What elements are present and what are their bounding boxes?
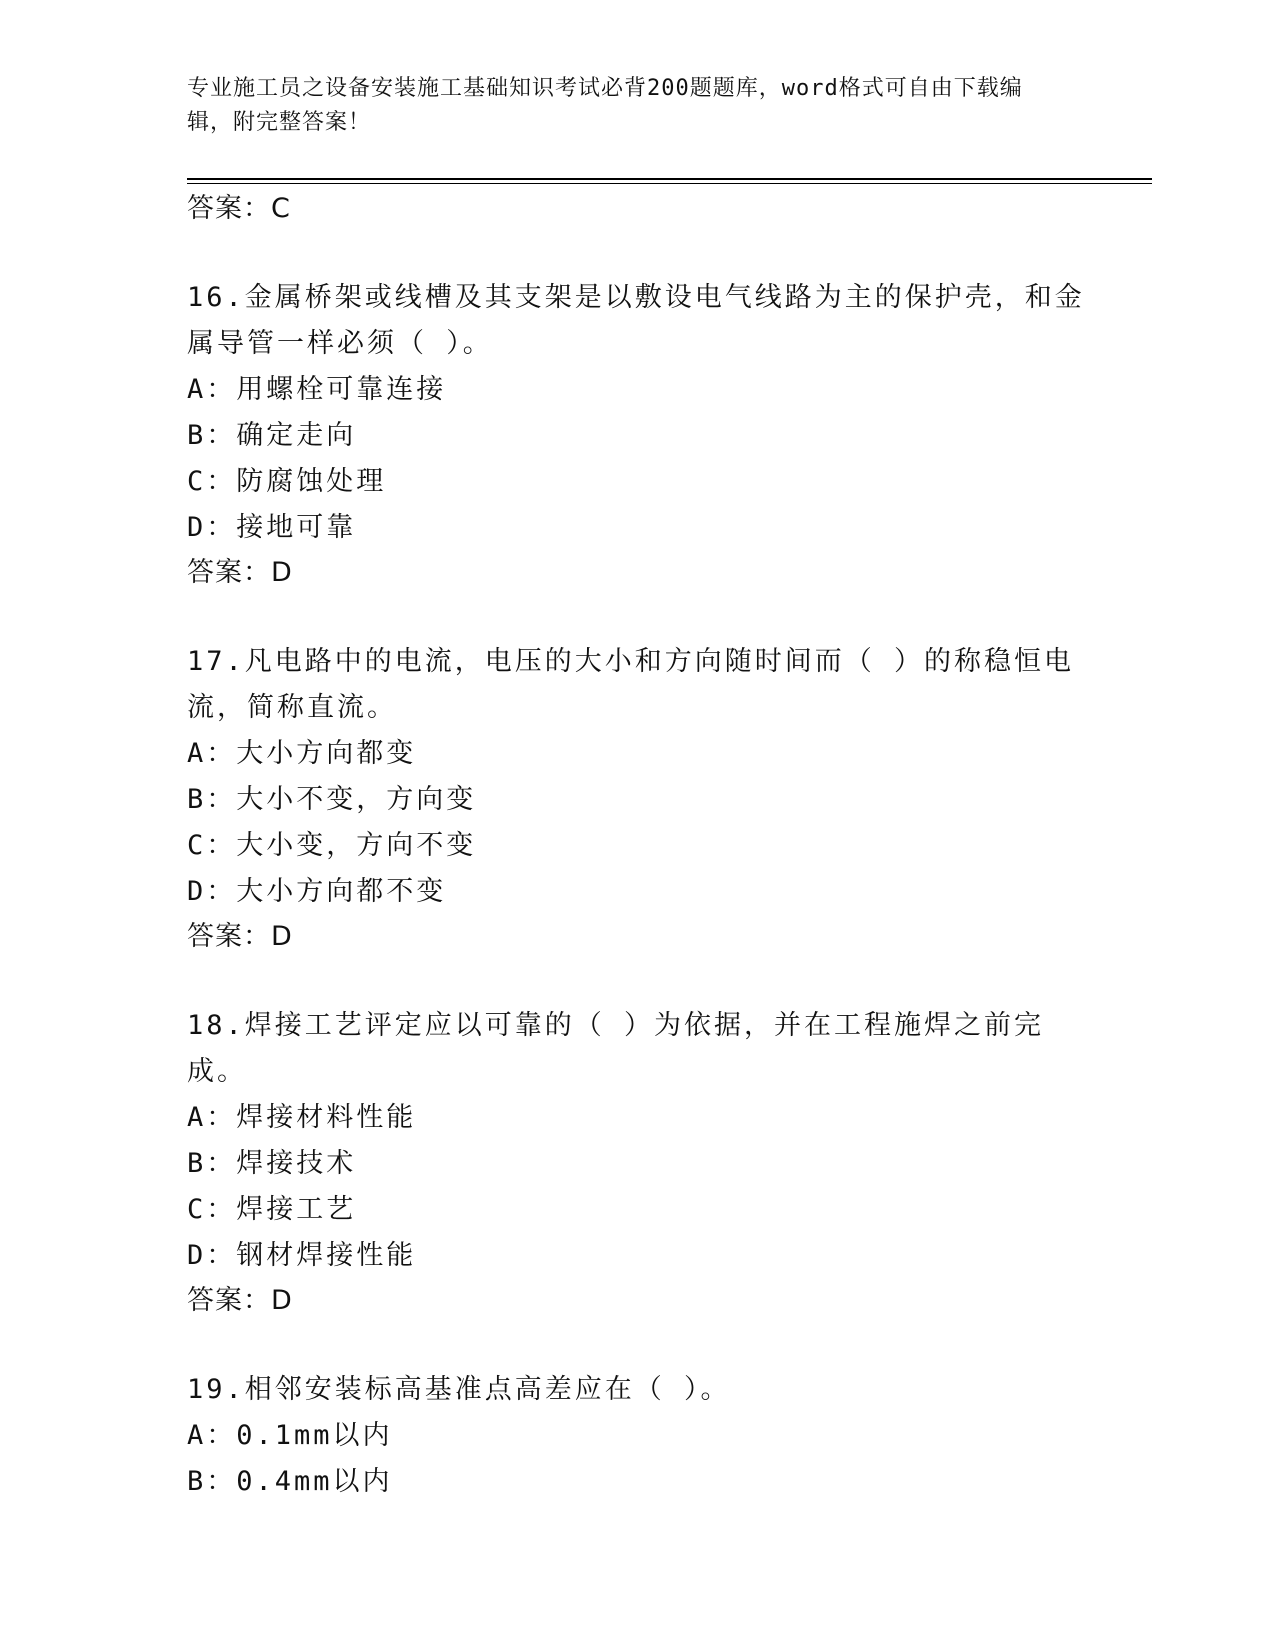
question-text: 16.金属桥架或线槽及其支架是以敷设电气线路为主的保护壳，和金属导管一样必须（ ）。 [187,282,1085,359]
option-c: C：焊接工艺 [187,1194,357,1225]
option-b: B：0.4mm以内 [187,1466,393,1497]
answer-line: 答案：D [187,1285,293,1316]
question-block [187,1367,1087,1505]
option-b: B：大小不变，方向变 [187,784,477,815]
question-text: 18.焊接工艺评定应以可靠的（ ）为依据，并在工程施焊之前完成。 [187,1010,1045,1087]
header-rule-thin [187,183,1152,184]
option-c: C：防腐蚀处理 [187,466,387,497]
question-text: 17.凡电路中的电流，电压的大小和方向随时间而（ ）的称稳恒电流，简称直流。 [187,646,1075,723]
option-b: B：焊接技术 [187,1148,357,1179]
option-c: C：大小变，方向不变 [187,830,477,861]
option-d: D：钢材焊接性能 [187,1240,417,1271]
option-d: D：接地可靠 [187,512,357,543]
option-a: A：大小方向都变 [187,738,417,769]
answer-line: 答案：D [187,921,293,952]
option-a: A：用螺栓可靠连接 [187,374,447,405]
header-rule-thick [187,178,1152,180]
question-text: 19.相邻安装标高基准点高差应在（ ）。 [187,1374,731,1405]
question-block [187,275,1087,595]
question-block [187,1003,1087,1323]
document-header: 专业施工员之设备安装施工基础知识考试必背200题题库，word格式可自由下载编辑，附完整答案！ [187,76,1023,135]
answer-line: 答案：D [187,557,293,588]
document-body [187,187,1087,1505]
option-d: D：大小方向都不变 [187,876,447,907]
question-block [187,639,1087,959]
option-b: B：确定走向 [187,420,357,451]
option-a: A：0.1mm以内 [187,1420,393,1451]
answer-line: 答案：C [187,193,291,224]
option-a: A：焊接材料性能 [187,1102,417,1133]
